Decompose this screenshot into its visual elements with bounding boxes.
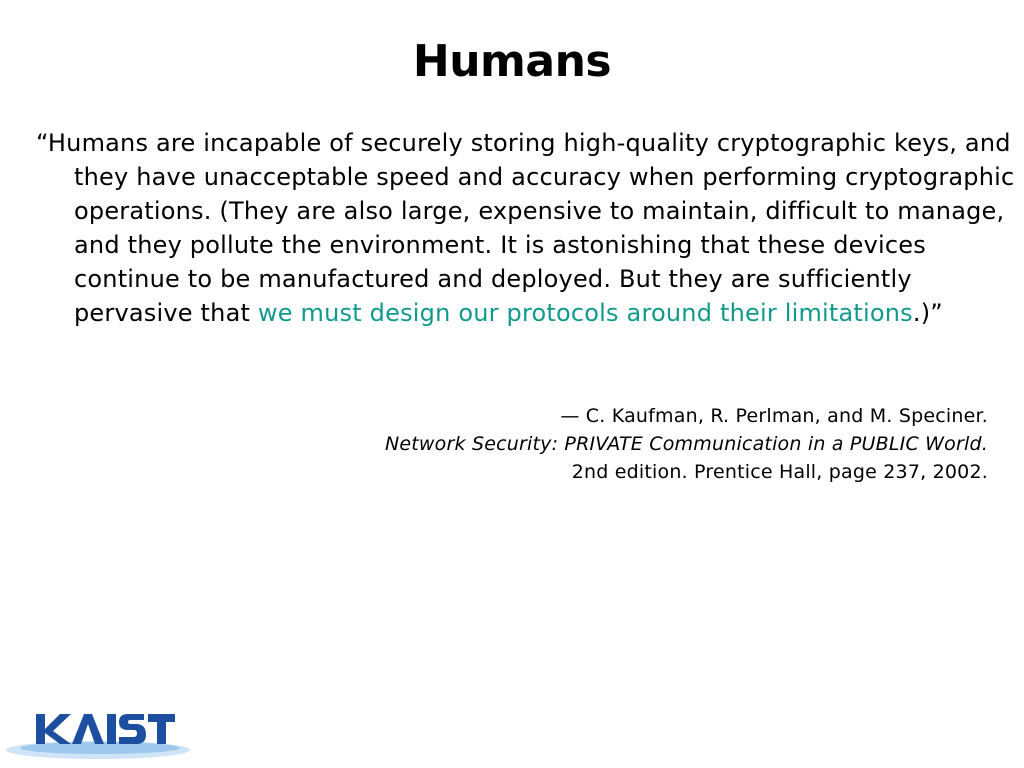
citation-dash: — — [560, 405, 580, 427]
quote-text: Humans are incapable of securely storing high-quality cryptographic keys, and they have unacceptable speed and accuracy when performing cryptographic operations. (They are also large, expensive to maintain, difficult to manage, and they pollute the environment. It is astonishing that these devices continue to be manufactured and deployed. But they are sufficiently pervasive that — [47, 129, 1015, 327]
slide-title: Humans — [412, 36, 612, 87]
kaist-logo — [0, 700, 190, 768]
citation-details: 2nd edition. Prentice Hall, page 237, 2002. — [571, 461, 988, 483]
citation-authors-line — [88, 402, 988, 430]
citation — [88, 402, 988, 486]
citation-authors: C. Kaufman, R. Perlman, and M. Speciner. — [579, 405, 988, 427]
kaist-wordmark — [36, 714, 175, 744]
quote-body — [36, 126, 1024, 330]
open-quote-mark: “ — [36, 129, 48, 157]
citation-book-title: Network Security: PRIVATE Communication in a PUBLIC World. — [384, 433, 988, 455]
quote-closing: .)” — [912, 299, 943, 327]
quote-highlight: we must design our protocols around their limitations — [257, 299, 913, 327]
